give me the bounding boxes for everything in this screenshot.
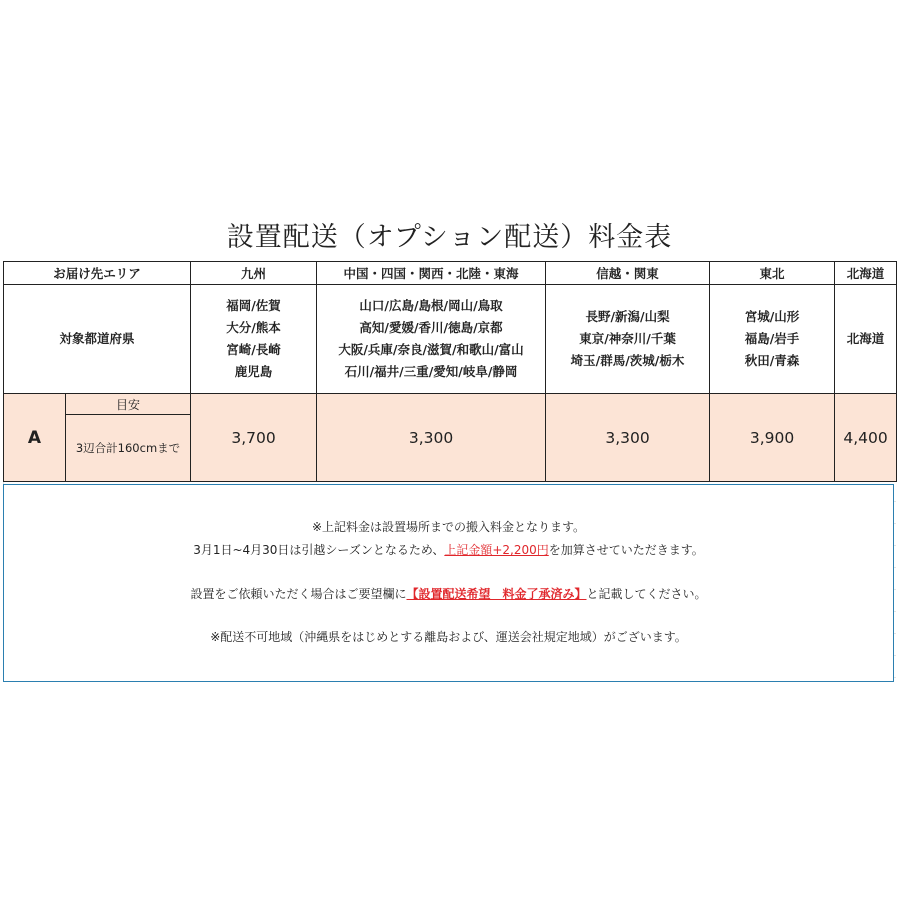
note-line-4: ※配送不可地域（沖縄県をはじめとする離島および、運送会社規定地域）がございます。 (210, 630, 687, 644)
prefecture-line: 東京/神奈川/千葉 (579, 331, 676, 346)
note-line-1: ※上記料金は設置場所までの搬入料金となります。 (311, 520, 586, 534)
prefecture-line: 鹿児島 (234, 364, 273, 379)
spreadsheet (3, 215, 896, 682)
note-line-3-pre: 設置をご依頼いただく場合はご要望欄に (190, 587, 407, 601)
note-line-3 (4, 585, 893, 602)
region-header-kyushu: 九州 (191, 262, 317, 285)
prefecture-line: 長野/新潟/山梨 (585, 309, 670, 324)
size-limit: 3辺合計160cmまで (66, 415, 191, 482)
note-line-2 (4, 541, 893, 558)
prefecture-list-tohoku (710, 285, 835, 394)
region-header-hokkaido: 北海道 (835, 262, 897, 285)
note-line-3-post: と記載してください。 (586, 587, 707, 601)
price-chugoku-shikoku-kansai-hokuriku-tokai: 3,300 (317, 394, 546, 482)
prefecture-list-hokkaido (835, 285, 897, 394)
prefecture-list-chugoku-shikoku-kansai-hokuriku-tokai (317, 285, 546, 394)
tier-label: A (4, 394, 66, 482)
price-kyushu: 3,700 (191, 394, 317, 482)
prefecture-line: 大阪/兵庫/奈良/滋賀/和歌山/富山 (338, 342, 524, 357)
prefecture-line: 福岡/佐賀 (226, 298, 281, 313)
area-header: お届け先エリア (4, 262, 191, 285)
prefecture-line: 北海道 (846, 331, 885, 346)
region-header-chugoku-shikoku-kansai-hokuriku-tokai: 中国・四国・関西・北陸・東海 (317, 262, 546, 285)
prefecture-line: 高知/愛媛/香川/徳島/京都 (359, 320, 503, 335)
note-line-2-post: を加算させていただきます。 (548, 543, 704, 557)
prefecture-line: 宮城/山形 (744, 309, 800, 324)
prefecture-line: 秋田/青森 (744, 353, 800, 368)
prefecture-label: 対象都道府県 (4, 285, 191, 394)
region-header-tohoku: 東北 (710, 262, 835, 285)
header-row (4, 262, 897, 285)
prefecture-row (4, 285, 897, 394)
price-shinetsu-kanto: 3,300 (546, 394, 710, 482)
guide-label: 目安 (66, 394, 191, 415)
prefecture-line: 宮崎/長崎 (226, 342, 281, 357)
request-phrase: 【設置配送希望 料金了承済み】 (406, 587, 587, 601)
prefecture-line: 大分/熊本 (226, 320, 281, 335)
surcharge-note: 上記金額+2,200円 (444, 543, 549, 557)
prefecture-line: 福島/岩手 (744, 331, 800, 346)
region-header-shinetsu-kanto: 信越・関東 (546, 262, 710, 285)
prefecture-line: 埼玉/群馬/茨城/栃木 (570, 353, 685, 368)
rate-table (3, 261, 897, 482)
prefecture-line: 山口/広島/島根/岡山/鳥取 (359, 298, 503, 313)
price-row-a (4, 394, 897, 415)
price-tohoku: 3,900 (710, 394, 835, 482)
note-line-2-pre: 3月1日~4月30日は引越シーズンとなるため、 (193, 543, 445, 557)
prefecture-list-shinetsu-kanto (546, 285, 710, 394)
notes-box (3, 484, 894, 682)
page-title: 設置配送（オプション配送）料金表 (3, 215, 896, 261)
prefecture-line: 石川/福井/三重/愛知/岐阜/静岡 (344, 364, 518, 379)
prefecture-list-kyushu (191, 285, 317, 394)
price-hokkaido: 4,400 (835, 394, 897, 482)
